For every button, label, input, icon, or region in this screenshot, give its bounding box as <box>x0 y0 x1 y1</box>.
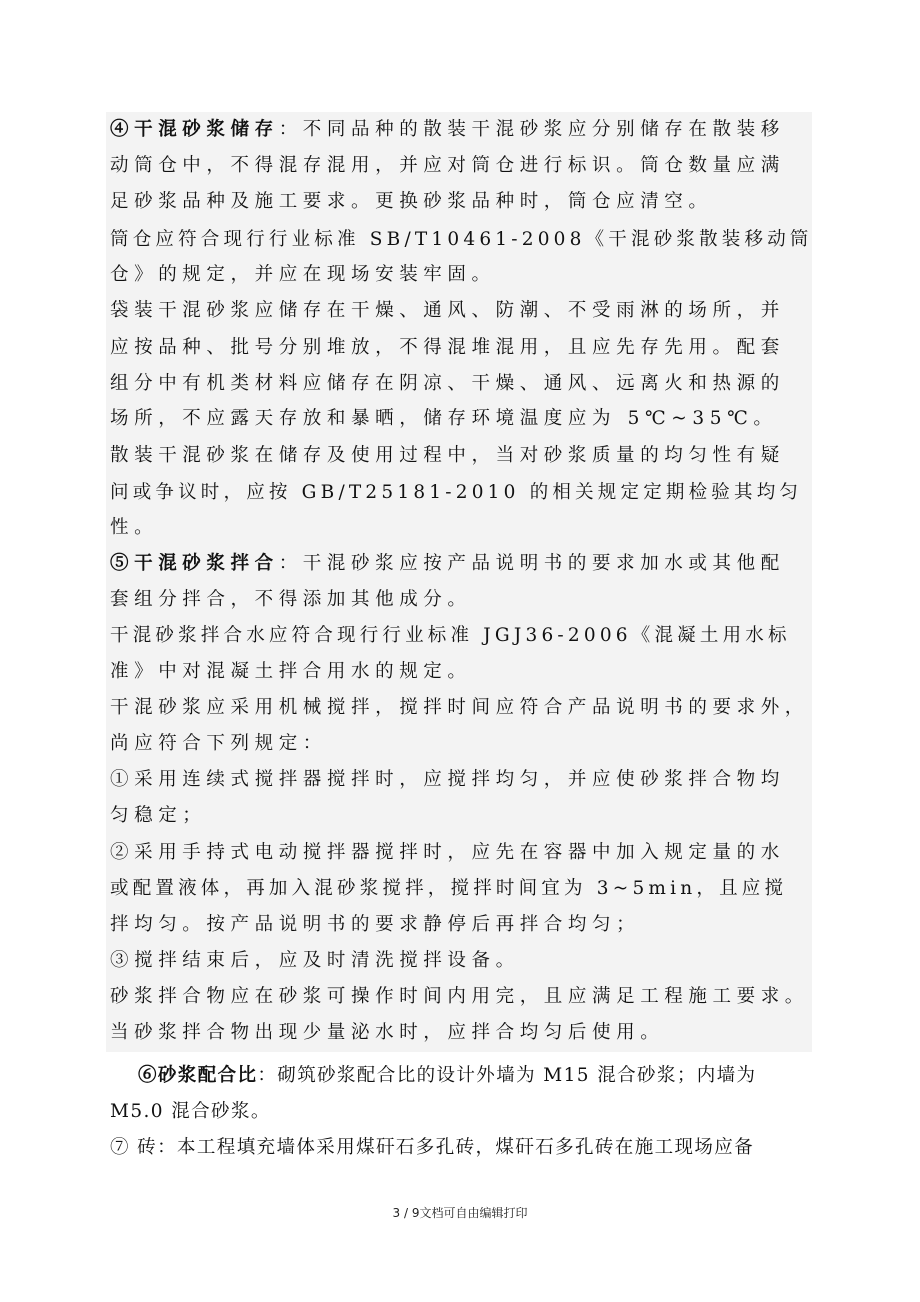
section-5-line-2: 套组分拌合，不得添加其他成分。 <box>110 589 472 610</box>
section-5-heading: ⑤干混砂浆拌合 <box>110 553 279 574</box>
section-5-line-5: 干混砂浆应采用机械搅拌，搅拌时间应符合产品说明书的要求外， <box>110 697 809 718</box>
section-4-line-8: 组分中有机类材料应储存在阴凉、干燥、通风、远离火和热源的 <box>110 373 785 394</box>
section-5-line-3: 干混砂浆拌合水应符合现行行业标准 JGJ36-2006《混凝土用水标 <box>110 625 791 646</box>
section-7-heading: ⑦ 砖 <box>110 1137 158 1158</box>
section-5-line-1: ⑤干混砂浆拌合：干混砂浆应按产品说明书的要求加水或其他配 <box>110 553 785 574</box>
page-footer: 3 / 9文档可自由编辑打印 <box>392 1206 528 1220</box>
section-4-line-11: 问或争议时，应按 GB/T25181-2010 的相关规定定期检验其均匀 <box>110 482 803 503</box>
section-4-heading: ④干混砂浆储存 <box>110 119 279 140</box>
section-4-line-3: 足砂浆品种及施工要求。更换砂浆品种时，筒仓应清空。 <box>110 191 713 212</box>
section-5-line-10: 或配置液体，再加入混砂浆搅拌，搅拌时间宜为 3~5min，且应搅 <box>110 878 788 899</box>
section-4-line-10: 散装干混砂浆在储存及使用过程中，当对砂浆质量的均匀性有疑 <box>110 445 785 466</box>
section-5-line-7: ①采用连续式搅拌器搅拌时，应搅拌均匀，并应使砂浆拌合物均 <box>110 769 785 790</box>
section-4-line-12: 性。 <box>110 517 159 538</box>
section-5-line-6: 尚应符合下列规定： <box>110 733 327 754</box>
section-4-line-1: ④干混砂浆储存：不同品种的散装干混砂浆应分别储存在散装移 <box>110 119 785 140</box>
section-5-line-4: 准》中对混凝土拌合用水的规定。 <box>110 661 472 682</box>
section-5-line-12: ③搅拌结束后，应及时清洗搅拌设备。 <box>110 950 520 971</box>
section-4-line-2: 动筒仓中，不得混存混用，并应对筒仓进行标识。筒仓数量应满 <box>110 155 785 176</box>
section-4-line-6: 袋装干混砂浆应储存在干燥、通风、防潮、不受雨淋的场所，并 <box>110 300 785 321</box>
section-6-line-1: ⑥砂浆配合比：砌筑砂浆配合比的设计外墙为 M15 混合砂浆；内墙为 <box>138 1065 757 1086</box>
section-5-line-13: 砂浆拌合物应在砂浆可操作时间内用完，且应满足工程施工要求。 <box>110 986 809 1007</box>
section-4-line-7: 应按品种、批号分别堆放，不得混堆混用，且应先存先用。配套 <box>110 337 785 358</box>
section-5-line-8: 匀稳定； <box>110 805 207 826</box>
section-4-line-4: 筒仓应符合现行行业标准 SB/T10461-2008《干混砂浆散装移动筒 <box>110 229 813 250</box>
section-7-line-1: ⑦ 砖：本工程填充墙体采用煤矸石多孔砖，煤矸石多孔砖在施工现场应备 <box>110 1137 755 1158</box>
section-5-line-9: ②采用手持式电动搅拌器搅拌时，应先在容器中加入规定量的水 <box>110 842 785 863</box>
section-6-line-2: M5.0 混合砂浆。 <box>110 1101 271 1122</box>
section-5-line-14: 当砂浆拌合物出现少量泌水时，应拌合均匀后使用。 <box>110 1022 665 1043</box>
section-4-line-9: 场所，不应露天存放和暴晒，储存环境温度应为 5℃~35℃。 <box>110 408 778 429</box>
section-6-heading: ⑥砂浆配合比 <box>138 1065 258 1086</box>
section-5-line-11: 拌均匀。按产品说明书的要求静停后再拌合均匀； <box>110 914 641 935</box>
section-4-line-5: 仓》的规定，并应在现场安装牢固。 <box>110 264 496 285</box>
